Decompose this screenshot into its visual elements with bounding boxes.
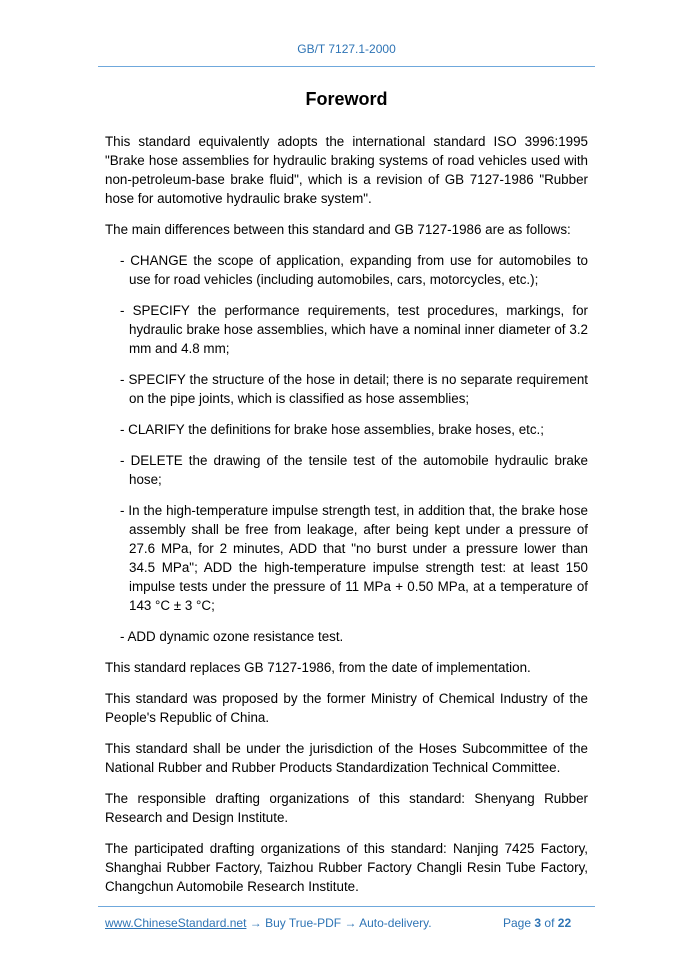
page-total: 22 — [557, 916, 572, 930]
site-link[interactable]: www.ChineseStandard.net — [105, 916, 247, 930]
page-current: 3 — [534, 916, 542, 930]
footer-divider — [98, 906, 595, 907]
difference-item: - SPECIFY the structure of the hose in detail; there is no separate requirement on the pipe joints, which is classified as hose assemblies; — [120, 372, 588, 406]
footer-tagline: → Buy True-PDF → Auto-delivery. — [246, 916, 432, 930]
page-label: Page — [503, 916, 532, 930]
document-body — [105, 132, 588, 908]
page-number — [503, 916, 571, 930]
closing-paragraph: The responsible drafting organizations of this standard: Shenyang Rubber Research and Design Institute. — [105, 791, 588, 825]
page-of: of — [544, 916, 555, 930]
closing-paragraph: The participated drafting organizations of this standard: Nanjing 7425 Factory, Shanghai Rubber Factory, Taizhou Rubber Factory Changli Resin Tube Factory, Changchun Automobile Research Institute. — [105, 841, 588, 894]
intro-paragraph: The main differences between this standard and GB 7127-1986 are as follows: — [105, 222, 571, 237]
closing-paragraph: This standard shall be under the jurisdiction of the Hoses Subcommittee of the National Rubber and Rubber Products Standardization Technical Committee. — [105, 741, 588, 775]
closing-paragraph: This standard replaces GB 7127-1986, from the date of implementation. — [105, 660, 531, 675]
difference-item: - SPECIFY the performance requirements, test procedures, markings, for hydraulic brake hose assemblies, which have a nominal inner diameter of 3.2 mm and 4.8 mm; — [120, 303, 588, 356]
difference-item: - CHANGE the scope of application, expanding from use for automobiles to use for road vehicles (including automobiles, cars, motorcycles, etc.); — [120, 253, 588, 287]
difference-item: - In the high-temperature impulse strength test, in addition that, the brake hose assembly shall be free from leakage, after being kept under a pressure of 27.6 MPa, for 2 minutes, ADD that "no burst under a pressure lower than 34.5 MPa"; ADD the high-temperature impulse strength test: at least 150 impulse tests under the pressure of 11 MPa + 0.50 MPa, at a temperature of 143 °C ± 3 °C; — [120, 503, 588, 613]
closing-paragraph: This standard was proposed by the former Ministry of Chemical Industry of the People's Republic of China. — [105, 691, 588, 725]
footer-left — [105, 916, 432, 930]
page-title: Foreword — [305, 89, 388, 109]
difference-item: - CLARIFY the definitions for brake hose assemblies, brake hoses, etc.; — [120, 422, 544, 437]
difference-item: - ADD dynamic ozone resistance test. — [120, 629, 344, 644]
header-standard-code: GB/T 7127.1-2000 — [297, 42, 396, 56]
intro-paragraph: This standard equivalently adopts the international standard ISO 3996:1995 "Brake hose assemblies for hydraulic braking systems of road vehicles used with non-petroleum-base brake fluid", which is a revision of GB 7127-1986 "Rubber hose for automotive hydraulic brake system". — [105, 134, 588, 206]
difference-item: - DELETE the drawing of the tensile test of the automobile hydraulic brake hose; — [120, 453, 588, 487]
header-divider — [98, 66, 595, 67]
